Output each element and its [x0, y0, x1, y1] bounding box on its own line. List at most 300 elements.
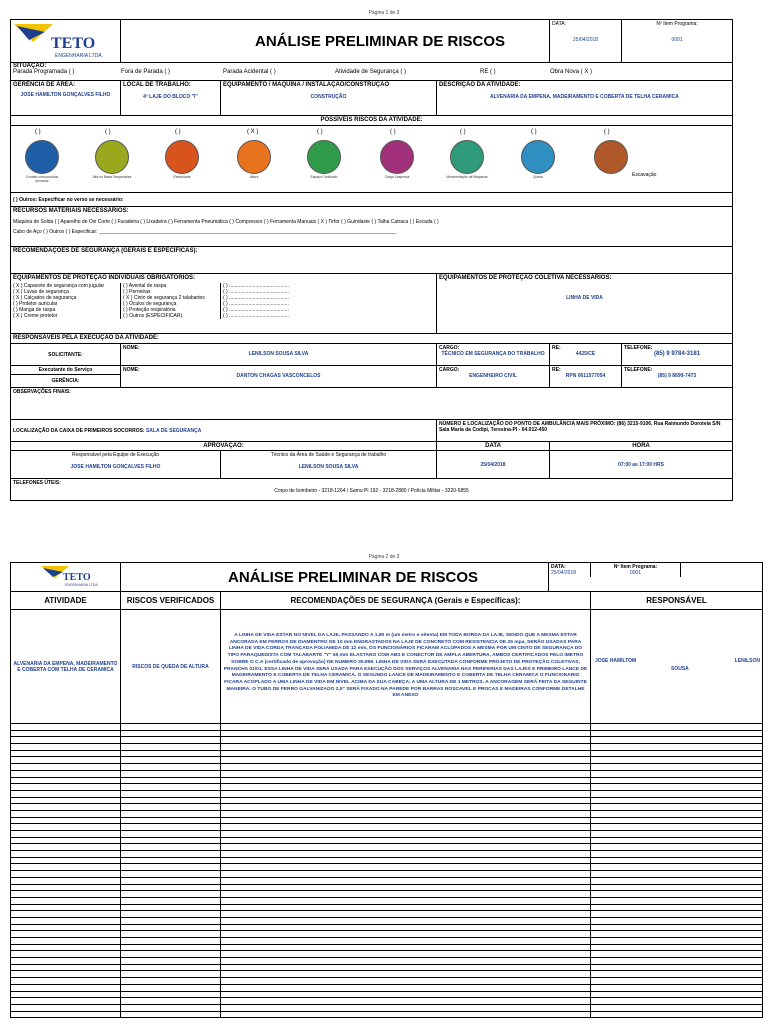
empty-cell[interactable]: [591, 837, 763, 844]
empty-cell[interactable]: [121, 770, 221, 777]
empty-cell[interactable]: [591, 737, 763, 744]
empty-cell[interactable]: [11, 804, 121, 811]
empty-cell[interactable]: [221, 770, 591, 777]
risk-checkbox[interactable]: ( ): [604, 129, 610, 135]
empty-cell[interactable]: [121, 971, 221, 978]
empty-cell[interactable]: [11, 790, 121, 797]
empty-cell[interactable]: [121, 998, 221, 1005]
table-row: [11, 724, 763, 731]
empty-cell[interactable]: [591, 998, 763, 1005]
empty-cell[interactable]: [221, 797, 591, 804]
form-title-cell: [121, 563, 549, 592]
empty-cell[interactable]: [591, 944, 763, 951]
risk-icon: [521, 140, 555, 174]
desc-label: DESCRIÇÃO DA ATIVIDADE:: [439, 82, 521, 88]
empty-cell[interactable]: [221, 757, 591, 764]
epi-option[interactable]: ( ) Proteção respiratória: [123, 307, 176, 313]
amb-label: NÚMERO E LOCALIZAÇÃO DO PONTO DE AMBULÂNCIA MAIS PRÓXIMO:: [439, 421, 616, 427]
empty-cell[interactable]: [221, 891, 591, 898]
resp-exec-value: JOSE HAMILTON GONÇALVES FILHO: [70, 464, 161, 470]
empty-cell[interactable]: [221, 938, 591, 945]
table-row: [11, 911, 763, 918]
epi-option[interactable]: ( ) Protetor auricular: [13, 301, 58, 307]
empty-cell[interactable]: [121, 924, 221, 931]
epi-option[interactable]: ( X ) Capacete de segurança com jugular: [13, 283, 105, 289]
sol-re-cell: [550, 344, 622, 366]
empty-cell[interactable]: [11, 837, 121, 844]
empty-cell[interactable]: [221, 831, 591, 838]
empty-cell[interactable]: [121, 784, 221, 791]
sol-tel: (85) 9 9784-3181: [654, 351, 701, 357]
empty-cell[interactable]: [121, 857, 221, 864]
empty-cell[interactable]: [591, 790, 763, 797]
table-row: [11, 757, 763, 764]
empty-cell[interactable]: [221, 724, 591, 731]
tel-value: Corpo de bombeiro - 3218-1264 / Samu Pi 192 - 3218-2880 / Polícia Militar - 3220-5855: [274, 488, 469, 494]
empty-cell[interactable]: [121, 938, 221, 945]
empty-cell[interactable]: [221, 978, 591, 985]
empty-cell[interactable]: [591, 971, 763, 978]
empty-cell[interactable]: [121, 817, 221, 824]
empty-cell[interactable]: [121, 891, 221, 898]
empty-cell[interactable]: [121, 871, 221, 878]
epi-option[interactable]: ( ) Perneiras: [123, 289, 151, 295]
empty-cell[interactable]: [591, 851, 763, 858]
empty-cell[interactable]: [221, 991, 591, 998]
empty-cell[interactable]: [121, 1011, 221, 1018]
aprov-label: APROVAÇÃO:: [11, 442, 437, 451]
risk-checkbox[interactable]: ( ): [531, 129, 537, 135]
empty-cell[interactable]: [121, 951, 221, 958]
epi-option[interactable]: ( X ) Calçados de segurança: [13, 295, 77, 301]
empty-cell[interactable]: [221, 951, 591, 958]
riscos-value: RISCOS DE QUEDA DE ALTURA: [121, 610, 221, 724]
empty-cell[interactable]: [591, 938, 763, 945]
tec-label: Técnico da Área de Saúde e Segurança de trabalho: [270, 452, 387, 458]
empty-cell[interactable]: [221, 750, 591, 757]
empty-cell[interactable]: [121, 831, 221, 838]
local-cell: [121, 81, 221, 116]
empty-cell[interactable]: [591, 824, 763, 831]
empty-cell[interactable]: [221, 810, 591, 817]
empty-cell[interactable]: [591, 764, 763, 771]
empty-cell[interactable]: [591, 897, 763, 904]
empty-cell[interactable]: [121, 810, 221, 817]
item-label: Nº Item Programa:: [656, 21, 698, 27]
empty-cell[interactable]: [591, 797, 763, 804]
logo: [11, 563, 121, 592]
empty-cell[interactable]: [591, 924, 763, 931]
empty-cell[interactable]: [591, 931, 763, 938]
logo-name: TETO: [63, 572, 91, 583]
empty-cell[interactable]: [11, 984, 121, 991]
empty-cell[interactable]: [121, 797, 221, 804]
empty-cell[interactable]: [591, 744, 763, 751]
situacao-option[interactable]: Atividade de Segurança ( ): [335, 69, 407, 75]
empty-cell[interactable]: [591, 871, 763, 878]
resp-exec-label: Responsável pela Equipe de Execução: [71, 452, 159, 458]
empty-cell[interactable]: [121, 1004, 221, 1011]
epi-option[interactable]: ( ) Óculos de segurança: [123, 301, 177, 307]
exec-nome: DANTON CHAGAS VASCONCELOS: [236, 373, 321, 379]
blank-rows: [11, 724, 763, 1018]
empty-cell[interactable]: [221, 911, 591, 918]
risk-icon: [450, 140, 484, 174]
empty-cell[interactable]: [11, 831, 121, 838]
situacao-option[interactable]: Obra Nova ( X ): [550, 69, 593, 75]
epi-option[interactable]: ( ) ...........................................: [223, 283, 289, 289]
risk-icon: [594, 140, 628, 174]
empty-cell[interactable]: [221, 897, 591, 904]
empty-cell[interactable]: [221, 964, 591, 971]
empty-cell[interactable]: [121, 844, 221, 851]
empty-cell[interactable]: [221, 764, 591, 771]
empty-cell[interactable]: [11, 777, 121, 784]
caixa-cell: [11, 420, 437, 442]
situacao-option[interactable]: Parada Programada ( ): [13, 69, 75, 75]
risk-checkbox[interactable]: ( ): [175, 129, 181, 135]
empty-cell[interactable]: [221, 924, 591, 931]
empty-cell[interactable]: [221, 917, 591, 924]
risk-checkbox[interactable]: ( X ): [247, 129, 259, 135]
empty-cell[interactable]: [121, 978, 221, 985]
empty-cell[interactable]: [221, 844, 591, 851]
exec-nome-cell: [121, 366, 437, 388]
date-cell: [550, 20, 622, 63]
empty-cell[interactable]: [591, 877, 763, 884]
empty-cell[interactable]: [221, 817, 591, 824]
empty-cell[interactable]: [11, 864, 121, 871]
empty-cell[interactable]: [591, 964, 763, 971]
table-row: [11, 891, 763, 898]
empty-cell[interactable]: [11, 764, 121, 771]
col-atividade: ATIVIDADE: [11, 592, 121, 610]
resp-exec-cell: [11, 451, 221, 479]
empty-cell[interactable]: [221, 737, 591, 744]
empty-cell[interactable]: [121, 824, 221, 831]
empty-cell[interactable]: [221, 744, 591, 751]
empty-cell[interactable]: [591, 891, 763, 898]
empty-cell[interactable]: [121, 757, 221, 764]
empty-cell[interactable]: [591, 784, 763, 791]
empty-cell[interactable]: [11, 750, 121, 757]
empty-cell[interactable]: [591, 777, 763, 784]
empty-cell[interactable]: [591, 884, 763, 891]
date-item-cell: [549, 563, 763, 592]
empty-cell[interactable]: [121, 931, 221, 938]
teto-logo-icon: [11, 563, 119, 589]
empty-cell[interactable]: [11, 958, 121, 965]
empty-cell[interactable]: [221, 824, 591, 831]
responsavel-part: LENILSON: [734, 658, 760, 664]
table-row: [11, 857, 763, 864]
telefone-label: TELEFONE:: [624, 367, 653, 373]
table-row: [11, 938, 763, 945]
empty-cell[interactable]: [221, 944, 591, 951]
table-row: [11, 924, 763, 931]
empty-cell[interactable]: [221, 857, 591, 864]
logo: [11, 20, 121, 63]
empty-cell[interactable]: [221, 730, 591, 737]
empty-cell[interactable]: [11, 904, 121, 911]
atividade-value: ALVENARIA DA EMPENA, MADEIRAMENTO E COBERTA COM TELHA DE CERAMICA: [11, 610, 121, 724]
epi-option[interactable]: ( ) ...........................................: [223, 307, 289, 313]
epi-option[interactable]: ( ) ...........................................: [223, 301, 289, 307]
empty-cell[interactable]: [221, 871, 591, 878]
table-row: [11, 730, 763, 737]
empty-cell[interactable]: [221, 864, 591, 871]
empty-cell[interactable]: [591, 750, 763, 757]
empty-cell[interactable]: [11, 824, 121, 831]
empty-cell[interactable]: [121, 884, 221, 891]
empty-cell[interactable]: [221, 971, 591, 978]
empty-cell[interactable]: [121, 804, 221, 811]
epi-option[interactable]: ( ) Avental de raspa: [123, 283, 167, 289]
empty-cell[interactable]: [121, 764, 221, 771]
empty-cell[interactable]: [221, 777, 591, 784]
empty-cell[interactable]: [11, 998, 121, 1005]
empty-cell[interactable]: [221, 790, 591, 797]
table-row: [11, 784, 763, 791]
empty-cell[interactable]: [221, 958, 591, 965]
logo-sub: ENGENHARIA LTDA.: [55, 53, 103, 59]
empty-cell[interactable]: [121, 958, 221, 965]
empty-cell[interactable]: [591, 951, 763, 958]
epi-option[interactable]: ( ) Outros (ESPECIFICAR).: [123, 313, 184, 319]
empty-cell[interactable]: [11, 737, 121, 744]
empty-cell[interactable]: [11, 724, 121, 731]
empty-cell[interactable]: [121, 964, 221, 971]
epi-cell: [11, 274, 437, 334]
table-row: [11, 1011, 763, 1018]
empty-cell[interactable]: [11, 938, 121, 945]
empty-cell[interactable]: [591, 958, 763, 965]
empty-cell[interactable]: [11, 897, 121, 904]
epc-label: EQUIPAMENTOS DE PROTEÇÃO COLETIVA NECESSÁRIOS:: [439, 275, 612, 281]
empty-cell[interactable]: [121, 737, 221, 744]
epc-value: LINHA DE VIDA: [566, 295, 603, 301]
empty-cell[interactable]: [121, 917, 221, 924]
empty-cell[interactable]: [121, 790, 221, 797]
empty-cell[interactable]: [11, 810, 121, 817]
empty-cell[interactable]: [591, 917, 763, 924]
table-row: [11, 817, 763, 824]
empty-cell[interactable]: [11, 971, 121, 978]
riscos-header: POSSÍVEIS RISCOS DA ATIVIDADE:: [11, 116, 733, 126]
empty-cell[interactable]: [11, 817, 121, 824]
risk-checkbox[interactable]: ( ): [460, 129, 466, 135]
empty-cell[interactable]: [121, 877, 221, 884]
table-row: [11, 991, 763, 998]
equip-cell: [221, 81, 437, 116]
empty-cell[interactable]: [221, 837, 591, 844]
situacao-label: SITUAÇÃO:: [13, 63, 47, 69]
tec-value: LENILSON SOUSA SILVA: [298, 464, 359, 470]
empty-cell[interactable]: [591, 991, 763, 998]
obs-cell: [11, 388, 733, 420]
empty-cell[interactable]: [221, 851, 591, 858]
empty-cell[interactable]: [11, 757, 121, 764]
situacao-option[interactable]: Fora de Parada ( ): [121, 69, 171, 75]
empty-cell[interactable]: [121, 904, 221, 911]
empty-cell[interactable]: [591, 978, 763, 985]
exec-tel: (85) 9 8699-7473: [657, 373, 697, 379]
table-row: [11, 790, 763, 797]
equip-label: EQUIPAMENTO / MÁQUINA / INSTALAÇÃO/CONSTRUÇÃO: [223, 82, 390, 88]
empty-cell[interactable]: [591, 864, 763, 871]
empty-cell[interactable]: [591, 1011, 763, 1018]
empty-cell[interactable]: [11, 891, 121, 898]
nome-label: NOME:: [123, 345, 140, 351]
table-row: [11, 831, 763, 838]
table-row: [11, 877, 763, 884]
empty-cell[interactable]: [11, 730, 121, 737]
empty-cell[interactable]: [11, 931, 121, 938]
situacao-option[interactable]: Parada Acidental ( ): [223, 69, 276, 75]
table-row: [11, 978, 763, 985]
epi-option[interactable]: ( X ) Luvas de segurança: [13, 289, 69, 295]
empty-cell[interactable]: [121, 777, 221, 784]
empty-cell[interactable]: [11, 1011, 121, 1018]
telefone-label: TELEFONE:: [624, 345, 653, 351]
empty-cell[interactable]: [221, 877, 591, 884]
empty-cell[interactable]: [591, 904, 763, 911]
page-number: Página 1 de 3: [368, 10, 400, 16]
aprov-data: 25/04/2018: [437, 451, 550, 479]
epi-option[interactable]: ( ) ...........................................: [223, 289, 289, 295]
epi-option[interactable]: ( X ) Cinto de segurança 2 talabartes: [123, 295, 205, 301]
empty-cell[interactable]: [121, 744, 221, 751]
empty-cell[interactable]: [121, 944, 221, 951]
empty-cell[interactable]: [11, 991, 121, 998]
risk-checkbox[interactable]: ( ): [105, 129, 111, 135]
empty-cell[interactable]: [591, 810, 763, 817]
empty-cell[interactable]: [591, 804, 763, 811]
empty-cell[interactable]: [11, 877, 121, 884]
risk-checkbox[interactable]: ( ): [317, 129, 323, 135]
empty-cell[interactable]: [11, 951, 121, 958]
empty-cell[interactable]: [221, 931, 591, 938]
empty-cell[interactable]: [11, 884, 121, 891]
outros-label: ( ) Outros: Especificar no verso se necessário:: [11, 193, 733, 207]
empty-cell[interactable]: [11, 964, 121, 971]
sol-nome: LENILSON SOUSA SILVA: [248, 351, 309, 357]
empty-cell[interactable]: [591, 984, 763, 991]
sol-cargo: TÉCNICO EM SEGURANÇA DO TRABALHO: [441, 351, 545, 357]
empty-cell[interactable]: [221, 1011, 591, 1018]
cargo-label: CARGO:: [439, 345, 460, 351]
empty-cell[interactable]: [121, 724, 221, 731]
empty-cell[interactable]: [121, 911, 221, 918]
empty-cell[interactable]: [121, 837, 221, 844]
empty-cell[interactable]: [221, 904, 591, 911]
empty-cell[interactable]: [221, 804, 591, 811]
risk-icon: [95, 140, 129, 174]
empty-cell[interactable]: [591, 730, 763, 737]
recomend-cell: [11, 247, 733, 274]
epi-option[interactable]: ( ) Manga de raspa: [13, 307, 56, 313]
empty-cell[interactable]: [11, 784, 121, 791]
empty-cell[interactable]: [11, 917, 121, 924]
empty-cell[interactable]: [591, 770, 763, 777]
empty-cell[interactable]: [591, 757, 763, 764]
obs-label: OBSERVAÇÕES FINAIS:: [13, 389, 71, 395]
empty-cell[interactable]: [11, 911, 121, 918]
desc-value: ALVENARIA DA EMPENA, MADEIRAMENTO E COBERTA DE TELHA CERAMICA: [490, 94, 679, 100]
epi-option[interactable]: ( ) ...........................................: [223, 313, 289, 319]
empty-cell[interactable]: [591, 1004, 763, 1011]
empty-cell[interactable]: [121, 897, 221, 904]
empty-cell[interactable]: [221, 1004, 591, 1011]
empty-cell[interactable]: [11, 857, 121, 864]
empty-cell[interactable]: [11, 797, 121, 804]
empty-cell[interactable]: [121, 984, 221, 991]
empty-cell[interactable]: [11, 844, 121, 851]
empty-cell[interactable]: [221, 884, 591, 891]
empty-cell[interactable]: [221, 998, 591, 1005]
empty-cell[interactable]: [591, 724, 763, 731]
table-row: [11, 744, 763, 751]
empty-cell[interactable]: [121, 864, 221, 871]
apr-form-page1: [10, 19, 733, 501]
recursos-cell: [11, 207, 733, 247]
empty-cell[interactable]: [121, 750, 221, 757]
empty-cell[interactable]: [591, 831, 763, 838]
item-value: 0001: [629, 570, 642, 576]
equip-value: CONSTRUÇÃO: [310, 94, 347, 100]
sol-cargo-cell: [437, 344, 550, 366]
situacao-option[interactable]: RE ( ): [480, 69, 496, 75]
empty-cell[interactable]: [11, 944, 121, 951]
empty-cell[interactable]: [591, 911, 763, 918]
empty-cell[interactable]: [221, 784, 591, 791]
risk-checkbox[interactable]: ( ): [390, 129, 396, 135]
risk-checkbox[interactable]: ( ): [35, 129, 41, 135]
table-row: [11, 958, 763, 965]
table-row: [11, 917, 763, 924]
empty-cell[interactable]: [11, 978, 121, 985]
risk-icon: [25, 140, 59, 174]
empty-cell[interactable]: [11, 871, 121, 878]
resp-header: RESPONSÁVEIS PELA EXECUÇÃO DA ATIVIDADE:: [11, 334, 733, 344]
empty-cell[interactable]: [591, 817, 763, 824]
empty-cell[interactable]: [121, 991, 221, 998]
table-row: [11, 971, 763, 978]
situacao-row: [11, 63, 733, 81]
empty-cell[interactable]: [11, 924, 121, 931]
responsavel-part: SOUSA: [671, 666, 689, 672]
col-resp: RESPONSÁVEL: [591, 592, 763, 610]
epi-option[interactable]: ( X ) Creme protetor: [13, 313, 58, 319]
empty-cell[interactable]: [221, 984, 591, 991]
riscos-icons-row: [11, 126, 733, 193]
gerencia-cell: [11, 81, 121, 116]
table-row: [11, 944, 763, 951]
empty-cell[interactable]: [11, 851, 121, 858]
empty-cell[interactable]: [11, 770, 121, 777]
empty-cell[interactable]: [121, 851, 221, 858]
empty-cell[interactable]: [121, 730, 221, 737]
empty-cell[interactable]: [591, 857, 763, 864]
empty-cell[interactable]: [11, 744, 121, 751]
empty-cell[interactable]: [11, 1004, 121, 1011]
empty-cell[interactable]: [591, 844, 763, 851]
epi-option[interactable]: ( ) ...........................................: [223, 295, 289, 301]
risk-icon: [237, 140, 271, 174]
item-label: Nº Item Programa:: [613, 564, 658, 570]
cargo-label: CARGO:: [439, 367, 460, 373]
aprov-hora-label: HORA: [550, 442, 733, 451]
